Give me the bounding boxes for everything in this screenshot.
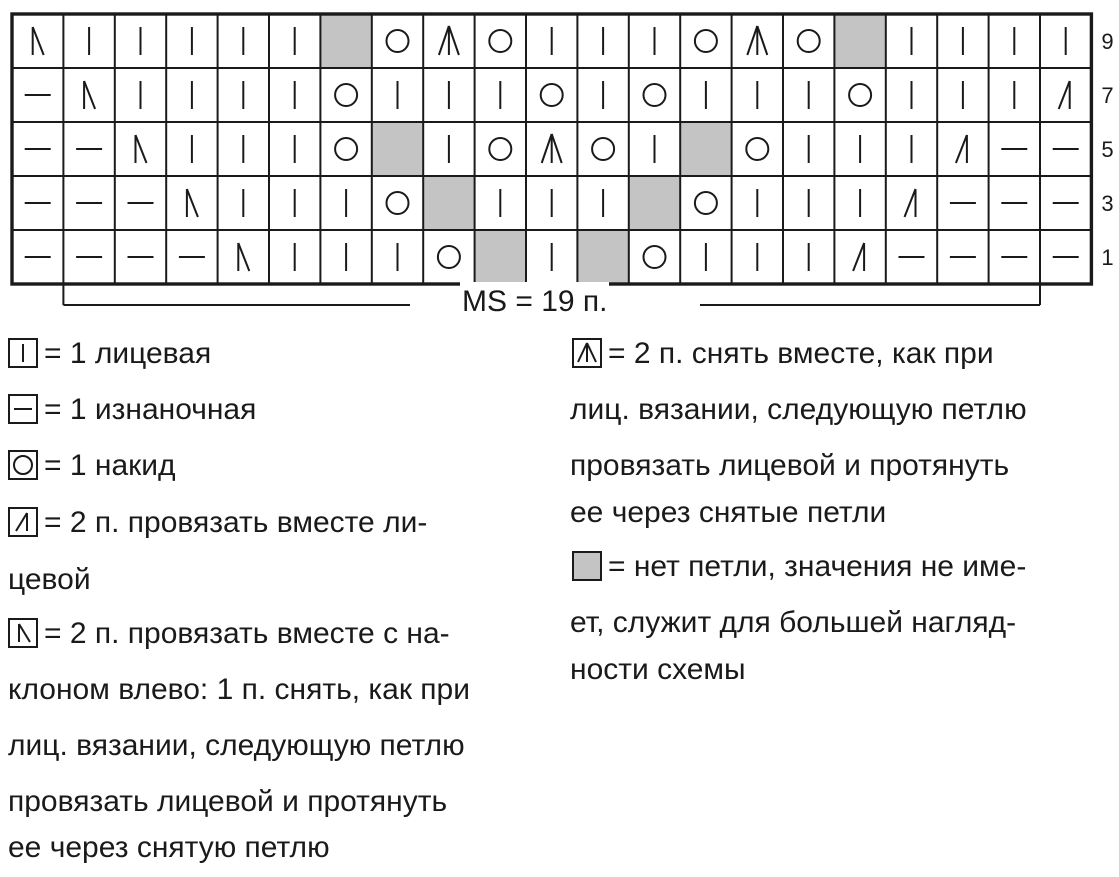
legend-no-stitch-text-2: ет, служит для большей нагляд- — [570, 606, 1017, 639]
k2tog-symbol — [956, 135, 967, 163]
legend-knit-text: = 1 лицевая — [44, 337, 212, 370]
s2kp-symbol — [747, 26, 757, 55]
yarn-over-symbol — [644, 84, 666, 106]
legend-yarn-over-text: = 1 накид — [44, 449, 176, 482]
yarn-over-symbol — [438, 246, 460, 268]
legend-ssk-text-3: лиц. вязании, следующую петлю — [8, 729, 465, 762]
yarn-over-symbol — [798, 30, 820, 52]
legend-ssk-text-5: ее через снятую петлю — [8, 831, 330, 864]
k2tog-symbol — [853, 243, 864, 271]
row-number: 3 — [1101, 191, 1114, 216]
no-stitch-cell — [680, 122, 731, 176]
legend-k2tog-text-2: цевой — [8, 563, 91, 596]
legend-s2kp-text-2: лиц. вязании, следующую петлю — [570, 393, 1027, 426]
no-stitch-cell — [475, 230, 526, 284]
knit-key-icon — [8, 338, 38, 368]
ssk-symbol — [187, 189, 198, 217]
legend-s2kp-text-3: провязать лицевой и протянуть — [570, 449, 1010, 482]
ssk-symbol — [238, 243, 249, 271]
no-stitch-cell — [320, 14, 371, 68]
yarn-over-symbol — [746, 138, 768, 160]
yarn-over-symbol — [695, 30, 717, 52]
no-stitch-cell — [577, 230, 628, 284]
s2kp-symbol — [757, 26, 767, 55]
row-number: 7 — [1101, 83, 1114, 108]
ssk-symbol — [136, 135, 147, 163]
knitting-chart — [0, 0, 1119, 330]
no-stitch-cell — [834, 14, 885, 68]
s2kp-key-icon — [572, 338, 602, 368]
s2kp-symbol — [449, 26, 459, 55]
k2tog-symbol — [1059, 81, 1070, 109]
s2kp-symbol — [439, 26, 449, 55]
legend-s2kp — [572, 325, 994, 383]
legend-k2tog-text-1: = 2 п. провязать вместе ли- — [44, 506, 428, 539]
no-stitch-cell — [629, 176, 680, 230]
purl-key-icon — [8, 394, 38, 424]
no-stitch-cell — [423, 176, 474, 230]
yarn-over-symbol — [849, 84, 871, 106]
k2tog-symbol — [905, 189, 916, 217]
yarn-over-symbol — [489, 138, 511, 160]
legend-purl-text: = 1 изнаночная — [44, 393, 257, 426]
row-number: 5 — [1101, 137, 1114, 162]
legend-purl — [8, 381, 256, 439]
yarn-over-symbol — [335, 138, 357, 160]
yarn-over-symbol — [335, 84, 357, 106]
legend-no-stitch-text-1: = нет петли, значения не име- — [608, 550, 1027, 583]
legend-k2tog — [8, 494, 427, 552]
legend-s2kp-text-1: = 2 п. снять вместе, как при — [608, 337, 994, 370]
legend-no-stitch — [572, 538, 1026, 596]
legend-ssk — [8, 605, 450, 663]
k2tog-key-icon — [8, 507, 38, 537]
no-stitch-key-icon — [572, 551, 602, 581]
legend-ssk-text-4: провязать лицевой и протянуть — [8, 785, 448, 818]
yarn-over-symbol — [489, 30, 511, 52]
repeat-label: MS = 19 п. — [460, 282, 609, 322]
legend-yarn-over — [8, 437, 176, 495]
legend-no-stitch-text-3: ности схемы — [570, 653, 746, 686]
row-number: 9 — [1101, 29, 1114, 54]
legend-ssk-text-2: клоном влево: 1 п. снять, как при — [8, 673, 470, 706]
yarn-over-symbol — [592, 138, 614, 160]
yarn-over-symbol — [695, 192, 717, 214]
yarn-over-symbol — [387, 192, 409, 214]
s2kp-symbol — [542, 134, 552, 163]
legend-knit — [8, 325, 211, 383]
ssk-symbol — [84, 81, 95, 109]
no-stitch-cell — [372, 122, 423, 176]
yarn-over-symbol — [387, 30, 409, 52]
legend-s2kp-text-4: ее через снятые петли — [570, 496, 887, 529]
ssk-key-icon — [8, 618, 38, 648]
s2kp-symbol — [552, 134, 562, 163]
yarn-over-symbol — [644, 246, 666, 268]
yarn-over-key-icon — [8, 450, 38, 480]
row-number: 1 — [1101, 245, 1114, 270]
ssk-symbol — [33, 27, 44, 55]
legend-ssk-text-1: = 2 п. провязать вместе с на- — [44, 617, 450, 650]
yarn-over-symbol — [541, 84, 563, 106]
